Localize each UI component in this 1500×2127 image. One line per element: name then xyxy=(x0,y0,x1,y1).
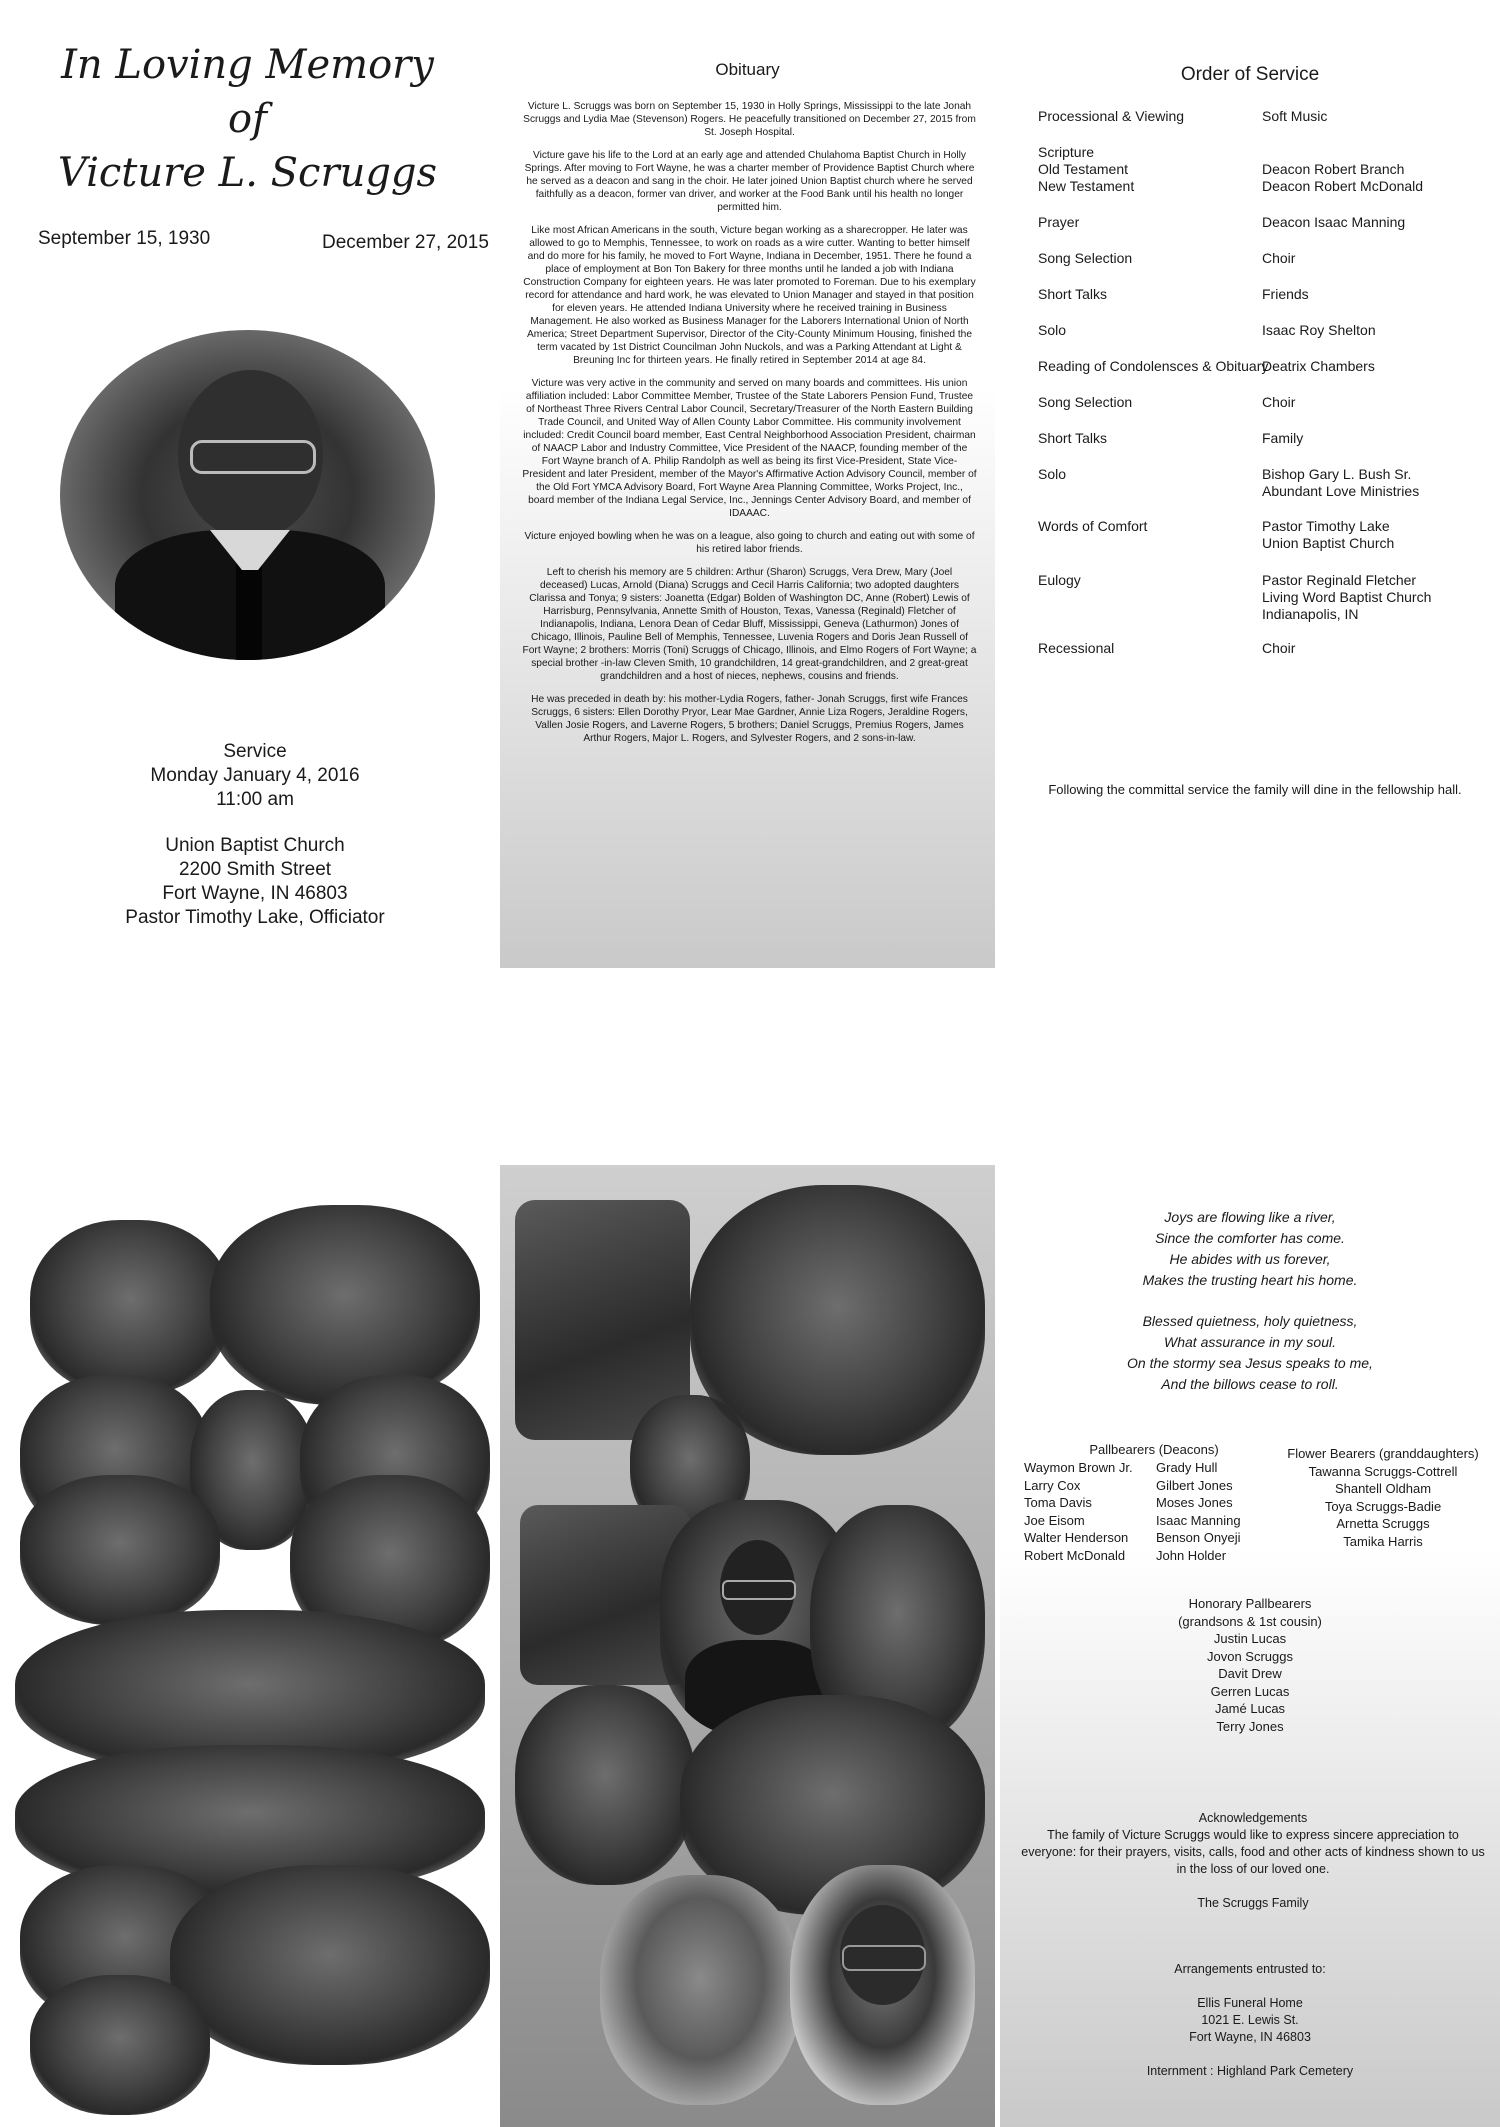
poem-line: He abides with us forever, xyxy=(1169,1251,1331,1267)
order-item-label: Reading of Condolensces & Obituary xyxy=(1038,358,1269,374)
pallbearer-name: Grady Hull xyxy=(1156,1460,1218,1475)
honorary-pallbearers-section xyxy=(1000,1595,1500,1735)
honorary-subheading: (grandsons & 1st cousin) xyxy=(1178,1613,1322,1629)
poem-line: Blessed quietness, holy quietness, xyxy=(1142,1313,1358,1329)
poem-line: Since the comforter has come. xyxy=(1155,1230,1345,1246)
order-item-label: Words of Comfort xyxy=(1038,518,1148,534)
pallbearer-name: John Holder xyxy=(1156,1547,1227,1563)
honorary-heading: Honorary Pallbearers xyxy=(1188,1596,1312,1611)
order-of-service-panel xyxy=(1000,0,1500,970)
poem xyxy=(1000,1207,1500,1395)
order-item-participant: Deacon Isaac Manning xyxy=(1262,214,1406,230)
poem-line: On the stormy sea Jesus speaks to me, xyxy=(1127,1355,1373,1371)
collage-photo xyxy=(790,1865,975,2105)
service-info xyxy=(0,740,495,930)
title-line-1: In Loving Memory xyxy=(61,42,434,88)
flower-bearer-name: Arnetta Scruggs xyxy=(1336,1516,1430,1531)
cover-panel xyxy=(0,0,495,970)
photo-collage-left xyxy=(0,1175,495,2127)
memorial-title xyxy=(0,38,495,200)
pallbearers-heading: Pallbearers (Deacons) xyxy=(1089,1442,1219,1457)
order-item-participant: Bishop Gary L. Bush Sr. Abundant Love Ministries xyxy=(1262,466,1420,499)
poem-line: Joys are flowing like a river, xyxy=(1164,1209,1336,1225)
order-item-participant: Family xyxy=(1262,430,1304,446)
order-item-participant: Deatrix Chambers xyxy=(1262,358,1375,374)
collage-photo xyxy=(170,1865,490,2065)
acknowledgements-section xyxy=(1018,1810,1488,1912)
order-list xyxy=(1000,0,1500,800)
order-item-participant: Isaac Roy Shelton xyxy=(1262,322,1376,338)
order-item-label: Scripture Old Testament New Testament xyxy=(1038,144,1135,194)
officiator: Pastor Timothy Lake, Officiator xyxy=(125,907,385,928)
pallbearer-name: Walter Henderson xyxy=(1024,1530,1129,1545)
pallbearers-section xyxy=(1024,1441,1264,1563)
order-item-participant: Soft Music xyxy=(1262,108,1328,124)
portrait-photo xyxy=(60,330,435,660)
pallbearer-name: Waymon Brown Jr. xyxy=(1024,1460,1133,1475)
obituary-paragraph: Victure gave his life to the Lord at an early age and attended Chulahoma Baptist Church in Holly Springs. After moving to Fort Wayne, he was a charter member of Providence Baptist Church where he served as a deacon and sang in the choir. He later joined Union Baptist church where he served faithfully as a deacon, former van driver, and worker at the Food Bank until his health no longer permitted him. xyxy=(524,150,975,213)
pallbearer-name: Joe Eisom xyxy=(1024,1512,1085,1528)
birth-date: September 15, 1930 xyxy=(38,228,211,249)
pallbearer-name: Benson Onyeji xyxy=(1156,1530,1241,1545)
order-item-participant: Pastor Reginald Fletcher Living Word Baptist Church Indianapolis, IN xyxy=(1262,572,1432,622)
obituary-paragraph: Like most African Americans in the south, Victure began working as a sharecropper. He later was allowed to go to Memphis, Tennessee, to work on roads as a wire cutter. Wanting to better himself and do more for his family, he moved to Fort Wayne, Indiana in December, 1951. There he found a place of employment at Bon Ton Bakery for three months until he landed a job with Indiana Construction Company for eighteen years. He was later promoted to Foreman. Due to his exemplary record for attendance and hard work, he was elevated to Union Manager and stayed in that position for eleven years. He attended Indiana University where he received training in Business Management. He also worked as Business Manager for the Laborers International Union of North America; Street Department Supervisor, Director of the City-County Minimum Housing, finished the term vacated by 1st District Councilman John Nuckols, and was a Parking Attendant at Light & Breuning Inc for thirteen years. He finally retired in September 2014 at age 84. xyxy=(523,225,976,366)
poem-line: What assurance in my soul. xyxy=(1164,1334,1336,1350)
ack-text: The family of Victure Scruggs would like to express sincere appreciation to everyone: for their prayers, visits, calls, food and other acts of kindness shown to us in the loss of our loved one. xyxy=(1021,1828,1485,1876)
order-item-label: Processional & Viewing xyxy=(1038,108,1185,124)
collage-photo xyxy=(600,1875,800,2105)
funeral-home-city: Fort Wayne, IN 46803 xyxy=(1189,2030,1311,2044)
service-heading: Service xyxy=(223,741,287,762)
flower-bearers-section xyxy=(1268,1445,1498,1550)
order-item-participant: Choir xyxy=(1262,394,1296,410)
order-item-label: Song Selection xyxy=(1038,250,1133,266)
order-item-participant: Pastor Timothy Lake Union Baptist Church xyxy=(1262,518,1395,551)
church-street: 2200 Smith Street xyxy=(178,859,332,880)
order-item-label: Solo xyxy=(1038,322,1067,338)
service-date: Monday January 4, 2016 xyxy=(150,765,360,786)
order-item-label: Solo xyxy=(1038,466,1067,482)
collage-photo xyxy=(690,1185,985,1455)
title-line-3: Victure L. Scruggs xyxy=(57,150,438,196)
honorary-name: Davit Drew xyxy=(1218,1666,1282,1681)
pallbearer-name: Robert McDonald xyxy=(1024,1547,1126,1563)
obituary-body xyxy=(522,100,977,745)
pallbearer-name: Gilbert Jones xyxy=(1156,1477,1233,1493)
ack-signature: The Scruggs Family xyxy=(1197,1896,1309,1910)
honorary-name: Jovon Scruggs xyxy=(1207,1648,1293,1664)
photo-collage-middle xyxy=(500,1165,995,2127)
flower-bearer-name: Shantell Oldham xyxy=(1334,1481,1432,1496)
pallbearer-name: Toma Davis xyxy=(1024,1495,1092,1510)
internment: Internment : Highland Park Cemetery xyxy=(1146,2064,1354,2078)
collage-photo xyxy=(30,1975,210,2115)
order-note: Following the committal service the family will dine in the fellowship hall. xyxy=(1048,782,1462,797)
church-name: Union Baptist Church xyxy=(165,835,345,856)
order-item-label: Eulogy xyxy=(1038,572,1081,588)
church-city: Fort Wayne, IN 46803 xyxy=(162,883,348,904)
obituary-paragraph: Victure enjoyed bowling when he was on a league, also going to church and eating out with some of his retired labor friends. xyxy=(524,531,975,555)
obituary-paragraph: Left to cherish his memory are 5 children: Arthur (Sharon) Scruggs, Vera Drew, Mary (Joel deceased) Lucas, Arnold (Diana) Scruggs and Cecil Harris California; two adopted daughters Clarissa and Tonya; 9 sisters: Joanetta (Edgar) Bolden of Washington DC, Anne (Robert) Lewis of Harrisburg, Pennsylvania, Annette Smith of Houston, Texas, Vanessa (Reginald) Fletcher of Indianapolis, Indiana, Lenora Dean of Cedar Bluff, Mississippi, Geneva (Lathurmon) Jones of Chicago, Illinois, Pauline Bell of Memphis, Tennessee, Luvenia Rogers and Doris Jean Russell of Fort Wayne; 2 brothers: Morris (Toni) Scruggs of Chicago, Illinois, and Elmo Rogers of Fort Wayne; a special brother -in-law Cleven Smith, 10 grandchildren, 14 great-grandchildren, and 2 great-great grandchildren and a host of nieces, nephews, cousins and friends. xyxy=(522,567,977,682)
arrangements-section xyxy=(1000,1961,1500,2080)
flower-bearers-heading: Flower Bearers (granddaughters) xyxy=(1287,1446,1479,1461)
obituary-paragraph: He was preceded in death by: his mother-Lydia Rogers, father- Jonah Scruggs, first wife Frances Scruggs, 6 sisters: Ellen Dorothy Pryor, Lear Mae Gardner, Annie Liza Rogers, Jeraldine Rogers, Vallen Josie Rogers, and Laverne Rogers, 5 brothers; Daniel Scruggs, Premius Rogers, James Arthur Rogers, Major L. Rogers, and Sylvester Rogers, and 2 sons-in-law. xyxy=(531,694,968,744)
obituary-paragraph: Victure was very active in the community and served on many boards and committees. His union affiliation included: Labor Committee Member, Trustee of the State Laborers Pension Fund, Trustee of Northeast Three Rivers Central Labor Council, Secretary/Treasurer of the North Eastern Building Trade Council, and United Way of Allen County Labor Committee. His community involvement included: Credit Council board member, East Central Neighborhood Association President, chairman of NAACP Labor and Industry Committee, Vice President of the NAACP, founding member of the Fort Wayne branch of A. Philip Randolph as well as being its first Vice-President, State Vice-President and later President, member of the Mayor's Affirmative Action Advisory Council, member of the Old Fort YMCA Advisory Board, Fort Wayne Area Planning Committee, Works Project, Inc., board member of the Indiana Legal Service, Inc., Jennings Center Advisory Board, and member of IDAAAC. xyxy=(522,378,977,519)
order-item-label: Prayer xyxy=(1038,214,1080,230)
pallbearer-name: Larry Cox xyxy=(1024,1477,1081,1493)
funeral-home-name: Ellis Funeral Home xyxy=(1197,1996,1303,2010)
arrangements-heading: Arrangements entrusted to: xyxy=(1174,1962,1326,1976)
portrait-glasses xyxy=(190,440,316,474)
honorary-name: Gerren Lucas xyxy=(1210,1683,1290,1699)
order-item-label: Short Talks xyxy=(1038,430,1107,446)
flower-bearer-name: Toya Scruggs-Badie xyxy=(1324,1498,1442,1514)
funeral-home-street: 1021 E. Lewis St. xyxy=(1201,2013,1299,2027)
ack-heading: Acknowledgements xyxy=(1198,1811,1308,1825)
service-time: 11:00 am xyxy=(216,789,294,810)
back-panel xyxy=(1000,1165,1500,2127)
collage-photo xyxy=(210,1205,480,1405)
obituary-paragraph: Victure L. Scruggs was born on September 15, 1930 in Holly Springs, Mississippi to the late Jonah Scruggs and Lydia Mae (Stevenson) Rogers. He peacefully transitioned on December 27, 2015 from St. Joseph Hospital. xyxy=(523,101,976,138)
poem-line: And the billows cease to roll. xyxy=(1161,1376,1339,1392)
flower-bearer-name: Tawanna Scruggs-Cottrell xyxy=(1308,1463,1458,1479)
order-item-participant: Choir xyxy=(1262,250,1296,266)
pallbearer-name: Isaac Manning xyxy=(1156,1512,1241,1528)
order-item-label: Song Selection xyxy=(1038,394,1133,410)
order-heading: Order of Service xyxy=(1180,64,1320,85)
obituary-heading: Obituary xyxy=(715,60,780,79)
honorary-name: Terry Jones xyxy=(1216,1718,1284,1734)
honorary-name: Jamé Lucas xyxy=(1214,1701,1286,1716)
title-line-2: of xyxy=(228,96,267,142)
honorary-name: Justin Lucas xyxy=(1213,1631,1287,1646)
collage-photo xyxy=(30,1220,230,1395)
order-item-participant: Deacon Robert Branch Deacon Robert McDonald xyxy=(1262,161,1424,194)
poem-line: Makes the trusting heart his home. xyxy=(1142,1272,1358,1288)
order-item-participant: Friends xyxy=(1262,286,1309,302)
collage-photo xyxy=(20,1475,220,1625)
order-item-label: Short Talks xyxy=(1038,286,1107,302)
obituary-panel xyxy=(500,0,995,968)
order-item-participant: Choir xyxy=(1262,640,1296,656)
flower-bearer-name: Tamika Harris xyxy=(1343,1533,1423,1549)
order-item-label: Recessional xyxy=(1038,640,1115,656)
pallbearer-name: Moses Jones xyxy=(1156,1495,1233,1510)
collage-glasses xyxy=(722,1580,796,1600)
collage-photo xyxy=(515,1685,695,1885)
collage-glasses xyxy=(842,1945,926,1971)
death-date: December 27, 2015 xyxy=(322,232,489,253)
